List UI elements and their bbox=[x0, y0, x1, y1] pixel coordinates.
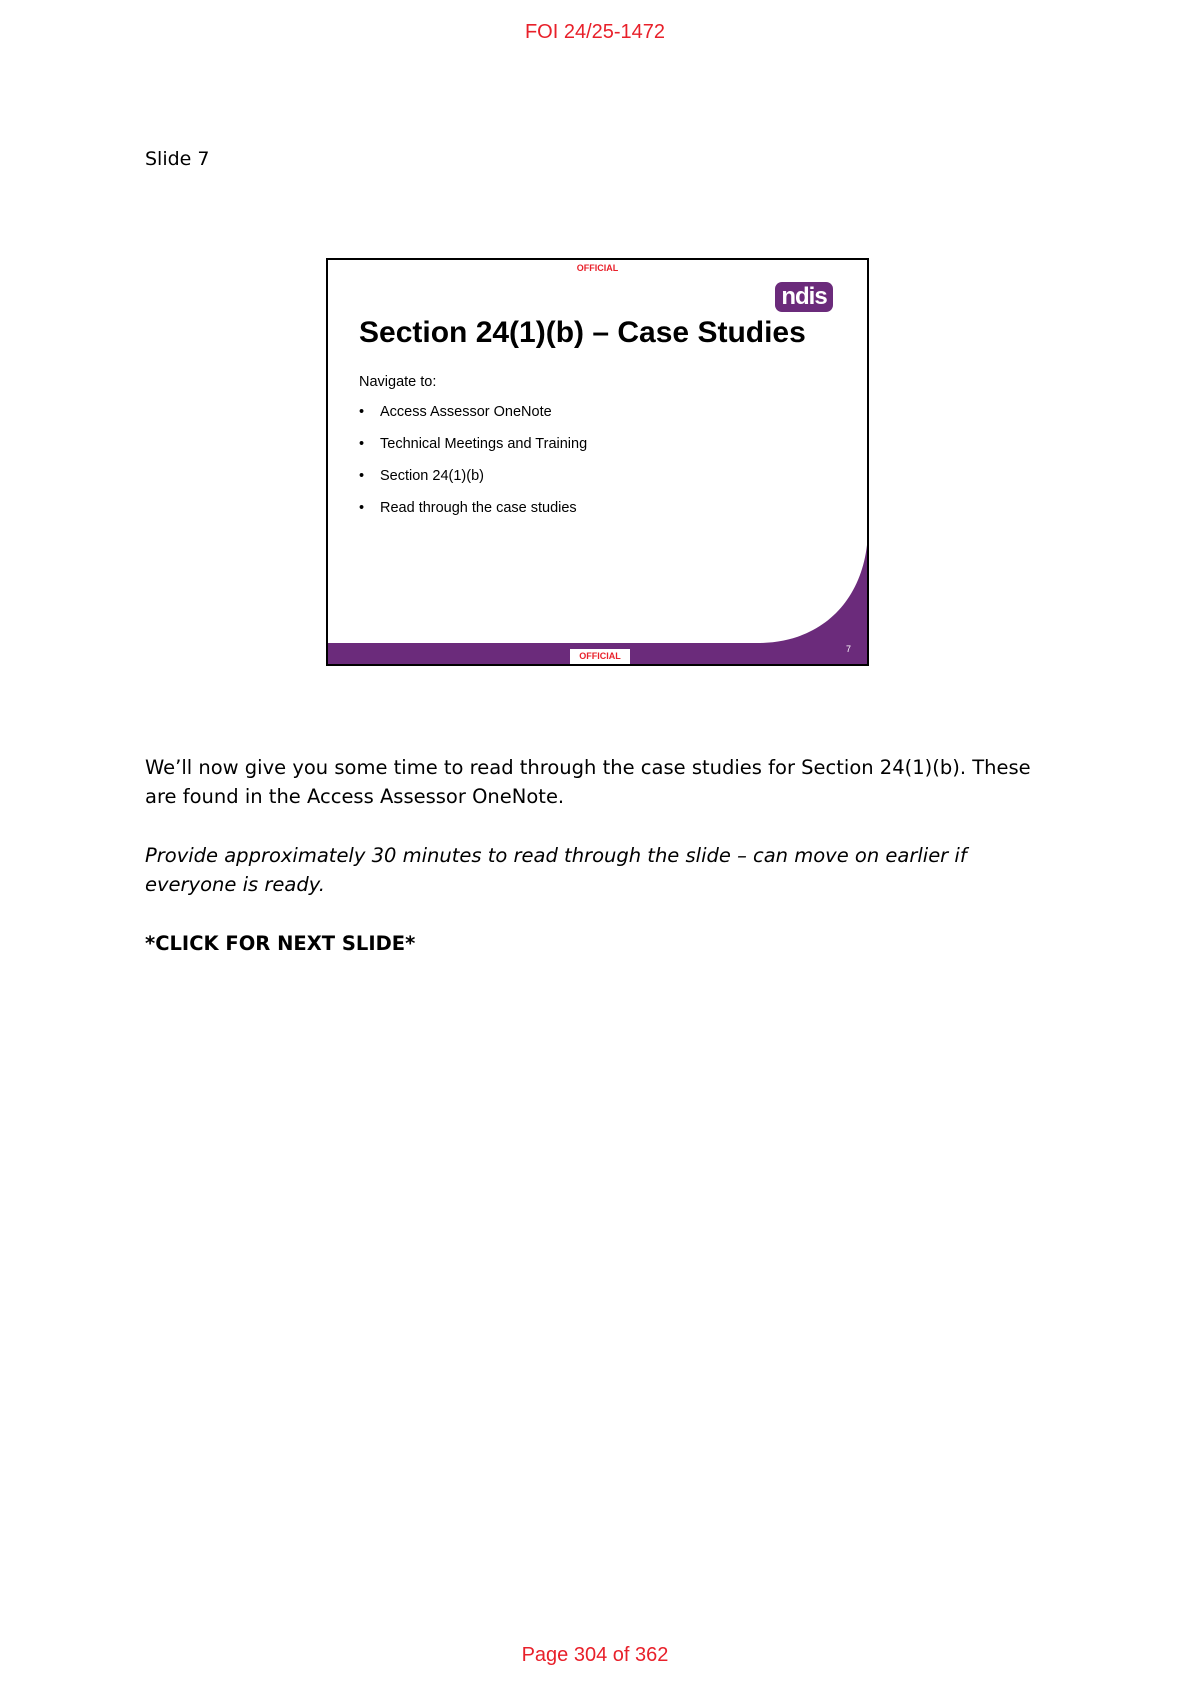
list-item bbox=[359, 499, 587, 517]
slide-thumbnail bbox=[326, 258, 869, 666]
bullet-icon: • bbox=[359, 436, 365, 452]
bullet-icon: • bbox=[359, 404, 365, 420]
list-item bbox=[359, 435, 587, 453]
list-item-text: Read through the case studies bbox=[380, 500, 577, 516]
list-item-text: Section 24(1)(b) bbox=[380, 468, 484, 484]
ndis-logo: ndis bbox=[775, 282, 833, 312]
classification-top: OFFICIAL bbox=[576, 263, 619, 273]
bullet-icon: • bbox=[359, 468, 365, 484]
list-item-text: Technical Meetings and Training bbox=[380, 436, 588, 452]
slide-title: Section 24(1)(b) – Case Studies bbox=[359, 316, 806, 349]
list-item-text: Access Assessor OneNote bbox=[380, 404, 552, 420]
slide-bullet-list bbox=[359, 403, 587, 531]
slide-label: Slide 7 bbox=[145, 148, 210, 170]
list-item bbox=[359, 403, 587, 421]
speaker-notes-cue: *CLICK FOR NEXT SLIDE* bbox=[145, 932, 416, 955]
list-item bbox=[359, 467, 587, 485]
speaker-notes-paragraph: We’ll now give you some time to read through the case studies for Section 24(1)(b). These are found in the Access Assessor OneNote. bbox=[145, 756, 1031, 808]
classification-bottom: OFFICIAL bbox=[570, 649, 630, 664]
speaker-notes-instruction: Provide approximately 30 minutes to read through the slide – can move on earlier if everyone is ready. bbox=[145, 844, 967, 896]
foi-reference: FOI 24/25-1472 bbox=[524, 21, 666, 43]
bullet-icon: • bbox=[359, 500, 365, 516]
page-number: Page 304 of 362 bbox=[521, 1644, 669, 1666]
slide-number: 7 bbox=[846, 644, 852, 654]
slide-intro: Navigate to: bbox=[359, 374, 437, 390]
